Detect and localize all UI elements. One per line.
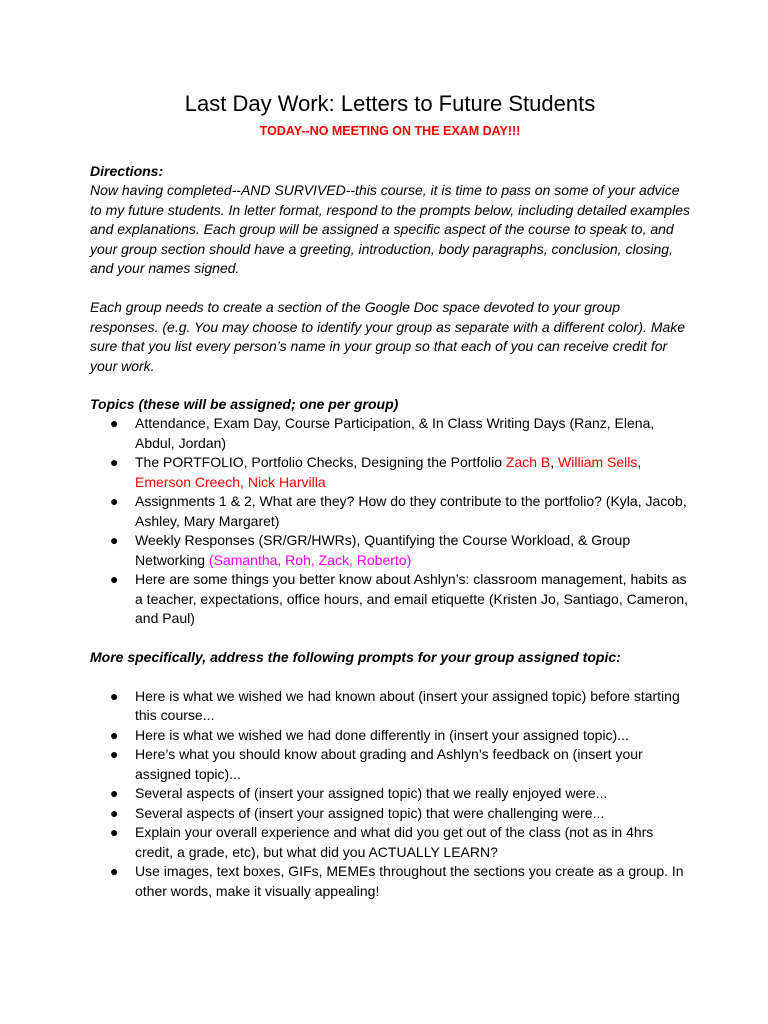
topic-text: Here are some things you better know about Ashlyn’s: classroom management, habits as a teacher, expectations, office hours, and email etiquette (Kristen Jo, Santiago, Cameron, and Paul) bbox=[135, 571, 689, 626]
list-item bbox=[90, 492, 690, 531]
list-item bbox=[90, 784, 690, 804]
topic-text: Weekly Responses (SR/GR/HWRs), Quantifying the Course Workload, & Group Networking bbox=[135, 532, 631, 568]
topic-text: Attendance, Exam Day, Course Participation, & In Class Writing Days (Ranz, Elena, Abdul, Jordan) bbox=[135, 415, 655, 451]
group-member-name: Emerson Creech bbox=[135, 473, 241, 490]
prompt-text: Several aspects of (insert your assigned topic) that we really enjoyed were... bbox=[135, 785, 608, 801]
topics-list bbox=[90, 414, 690, 629]
list-item bbox=[90, 687, 690, 726]
prompt-text: Several aspects of (insert your assigned topic) that were challenging were... bbox=[135, 804, 605, 821]
prompt-text: Here is what we wished we had done differently in (insert your assigned topic)... bbox=[135, 726, 629, 743]
list-item bbox=[90, 531, 690, 570]
bullet-icon: ● bbox=[110, 804, 119, 821]
name-separator: , bbox=[240, 473, 248, 490]
group-member-names: (Samantha, Roh, Zack, Roberto) bbox=[208, 551, 412, 568]
prompts-list bbox=[90, 687, 690, 902]
group-member-name: William Sells bbox=[558, 454, 638, 470]
exam-day-notice: TODAY--NO MEETING ON THE EXAM DAY!!! bbox=[259, 124, 521, 138]
list-item bbox=[90, 453, 690, 492]
bullet-icon: ● bbox=[110, 746, 119, 762]
bullet-icon: ● bbox=[110, 726, 119, 743]
directions-heading: Directions: bbox=[90, 163, 164, 179]
bullet-icon: ● bbox=[110, 415, 119, 431]
group-member-name: Nick Harvilla bbox=[247, 473, 326, 490]
directions-paragraph-1: Now having completed--AND SURVIVED--this course, it is time to pass on some of your advice to my future students. In letter format, respond to the prompts below, including detailed examples and explanations. Each group will be assigned a specific aspect of the course to speak to, and your group section should have a greeting, introduction, body paragraphs, conclusion, closing, and your names signed. bbox=[90, 182, 690, 276]
name-separator: , bbox=[637, 454, 642, 470]
bullet-icon: ● bbox=[110, 454, 119, 470]
list-item bbox=[90, 862, 690, 901]
prompt-text: Here is what we wished we had known about (insert your assigned topic) before starting this course... bbox=[135, 687, 680, 723]
topic-text: Assignments 1 & 2, What are they? How do they contribute to the portfolio? (Kyla, Jacob, Ashley, Mary Margaret) bbox=[135, 493, 687, 529]
name-separator: , bbox=[550, 454, 559, 470]
topics-heading: Topics (these will be assigned; one per group) bbox=[90, 396, 399, 412]
prompt-text: Explain your overall experience and what did you get out of the class (not as in 4hrs credit, a grade, etc), but what did you ACTUALLY LEARN? bbox=[135, 824, 654, 860]
document-page bbox=[90, 88, 690, 901]
directions-paragraph-2: Each group needs to create a section of the Google Doc space devoted to your group responses. (e.g. You may choose to identify your group as separate with a different color). Make sure that you list every person’s name in your group so that each of you can receive credit for your work. bbox=[90, 299, 686, 374]
bullet-icon: ● bbox=[110, 532, 119, 548]
group-member-name: Zach B bbox=[505, 454, 551, 470]
list-item bbox=[90, 745, 690, 784]
bullet-icon: ● bbox=[110, 571, 119, 587]
bullet-icon: ● bbox=[110, 863, 119, 879]
bullet-icon: ● bbox=[110, 824, 119, 840]
list-item bbox=[90, 804, 690, 824]
list-item bbox=[90, 414, 690, 453]
page-title: Last Day Work: Letters to Future Students bbox=[184, 91, 596, 116]
bullet-icon: ● bbox=[110, 785, 119, 801]
list-item bbox=[90, 726, 690, 746]
prompt-text: Here’s what you should know about grading and Ashlyn’s feedback on (insert your assigned topic)... bbox=[135, 746, 643, 782]
topic-text: The PORTFOLIO, Portfolio Checks, Designing the Portfolio bbox=[135, 454, 506, 470]
list-item bbox=[90, 570, 690, 629]
bullet-icon: ● bbox=[110, 493, 119, 509]
bullet-icon: ● bbox=[110, 687, 119, 704]
prompts-heading: More specifically, address the following prompts for your group assigned topic: bbox=[90, 648, 621, 665]
prompt-text: Use images, text boxes, GIFs, MEMEs throughout the sections you create as a group. In other words, make it visually appealing! bbox=[135, 863, 684, 899]
list-item bbox=[90, 823, 690, 862]
